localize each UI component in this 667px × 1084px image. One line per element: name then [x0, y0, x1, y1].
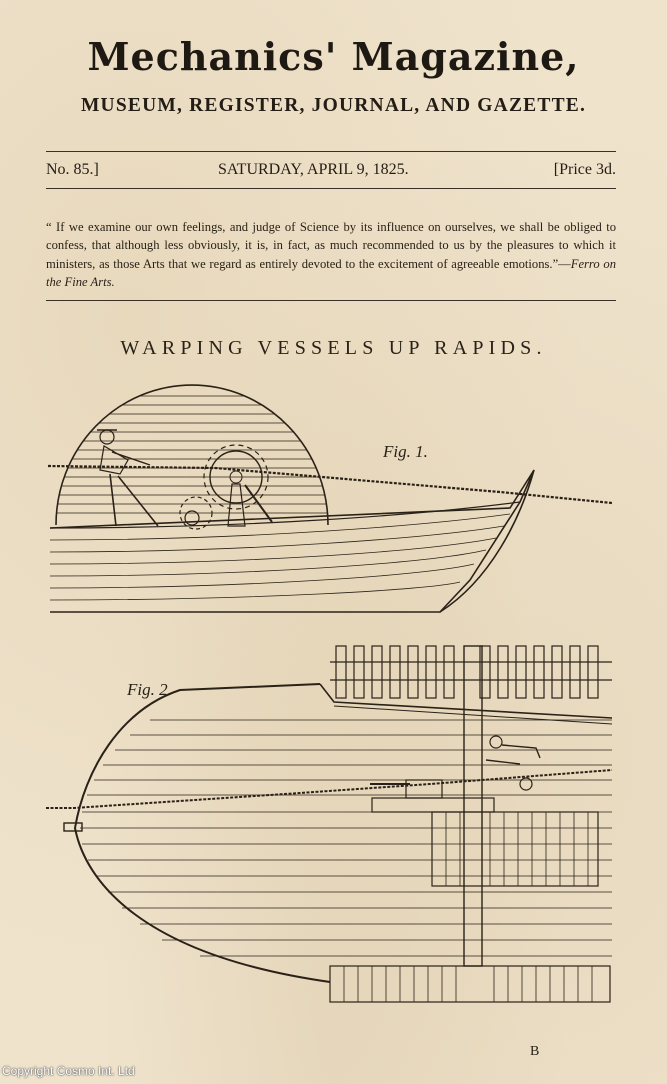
epigraph-rule [46, 300, 616, 301]
epigraph-text: “ If we examine our own feelings, and judge of Science by its influence on ourselves, we shall be obliged to confess, that although less obviously, it is, in fact, as much recommended to us by the pleasures to which it ministers, as those Arts that we regard as entirely devoted to the excitement of agreeable emotions.”— [46, 220, 616, 271]
issue-date: SATURDAY, APRIL 9, 1825. [218, 161, 409, 178]
masthead-subtitle: MUSEUM, REGISTER, JOURNAL, AND GAZETTE. [80, 95, 587, 116]
header-rule-bottom [46, 188, 616, 189]
figure-1-label: Fig. 1. [383, 442, 428, 461]
masthead-title: Mechanics' Magazine, [87, 34, 580, 79]
epigraph-attribution: Ferro on the Fine Arts. [46, 256, 617, 290]
copyright-watermark: Copyright Cosmo Int. Ltd [2, 1064, 135, 1078]
article-title: WARPING VESSELS UP RAPIDS. [120, 337, 547, 359]
issue-number: No. 85.] [46, 161, 99, 178]
issue-price: [Price 3d. [553, 161, 616, 178]
header-rule-top [46, 151, 616, 152]
signature-mark: B [530, 1044, 540, 1059]
figure-2-label: Fig. 2. [127, 680, 172, 699]
epigraph-quote [46, 218, 616, 292]
